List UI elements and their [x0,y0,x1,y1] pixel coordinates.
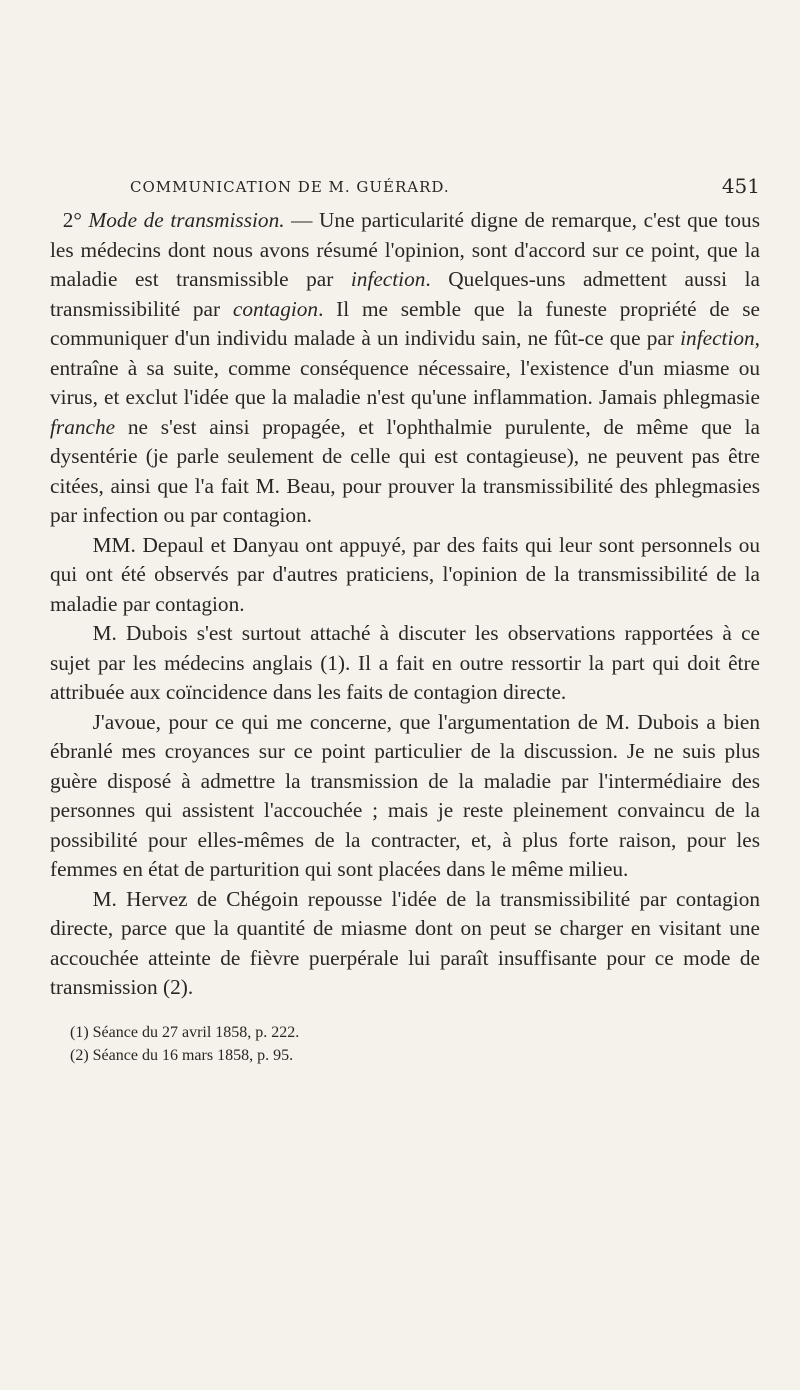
body-text [50,206,760,1003]
page-header [50,174,760,204]
italic-term: franche [50,414,116,439]
italic-term: infection [680,326,755,350]
paragraph-text: . Quelques-uns admettent aussi la transmissibilité par [50,267,760,321]
italic-term: infection [350,267,426,291]
paragraph-text: , entraîne à sa suite, comme conséquence nécessaire, l'existence d'un miasme ou virus, et exclut l'idée que la maladie n'est qu'une inflammation. Jamais phlegmasie [50,326,760,409]
paragraph-argumentation: J'avoue, pour ce qui me concerne, que l'argumentation de M. Dubois a bien ébranlé mes croyances sur ce point particulier de la discussion. Je ne suis plus guère disposé à admettre la transmission de la maladie par l'intermédiaire des personnes qui assistent l'accouchée ; mais je reste pleinement convaincu de la possibilité pour elles-mêmes de la contracter, et, à plus forte raison, pour les femmes en état de parturition qui sont placées dans le même milieu. [50,709,760,881]
section-number: 2° [62,208,89,232]
footnote-1: (1) Séance du 27 avril 1858, p. 222. [70,1023,300,1041]
footnotes [50,1021,760,1067]
paragraph-text: — Une particularité digne de remarque, c'est que tous les médecins dont nous avons résumé l'opinion, sont d'accord sur ce point, que la maladie est transmissible par [50,208,760,291]
section-title: Mode de transmission. [88,208,285,232]
paragraph-hervez-de-chegoin: M. Hervez de Chégoin repousse l'idée de la transmissibilité par contagion directe, parce que la quantité de miasme dont on peut se charger en visitant une accouchée atteinte de fièvre puerpérale lui paraît insuffisante pour ce mode de transmission (2). [50,886,760,999]
paragraph-text: ne s'est ainsi propagée, et l'ophthalmie purulente, de même que la dysentérie (je parle seulement de celle qui est contagieuse), ne peuvent pas être citées, ainsi que l'a fait M. Beau, pour prouver la transmissibilité des phlegmasies par infection ou par contagion. [50,414,760,527]
paragraph-mode-de-transmission [50,206,760,531]
paragraph-text: . Il me semble que la funeste propriété de se communiquer d'un individu malade à un individu sain, ne fût-ce que par [50,296,761,350]
paragraph-depaul-danyau: MM. Depaul et Danyau ont appuyé, par des faits qui leur sont personnels ou qui ont été observés par d'autres praticiens, l'opinion de la transmissibilité de la maladie par contagion. [50,532,760,616]
running-title: COMMUNICATION DE M. GUÉRARD. [130,178,450,196]
paragraph-dubois: M. Dubois s'est surtout attaché à discuter les observations rapportées à ce sujet par les médecins anglais (1). Il a fait en outre ressortir la part qui doit être attribuée aux coïncidence dans les faits de contagion directe. [50,621,760,704]
document-page [50,174,761,1067]
footnote-2: (2) Séance du 16 mars 1858, p. 95. [70,1046,294,1064]
page-number: 451 [721,174,760,198]
italic-term: contagion [232,296,319,321]
